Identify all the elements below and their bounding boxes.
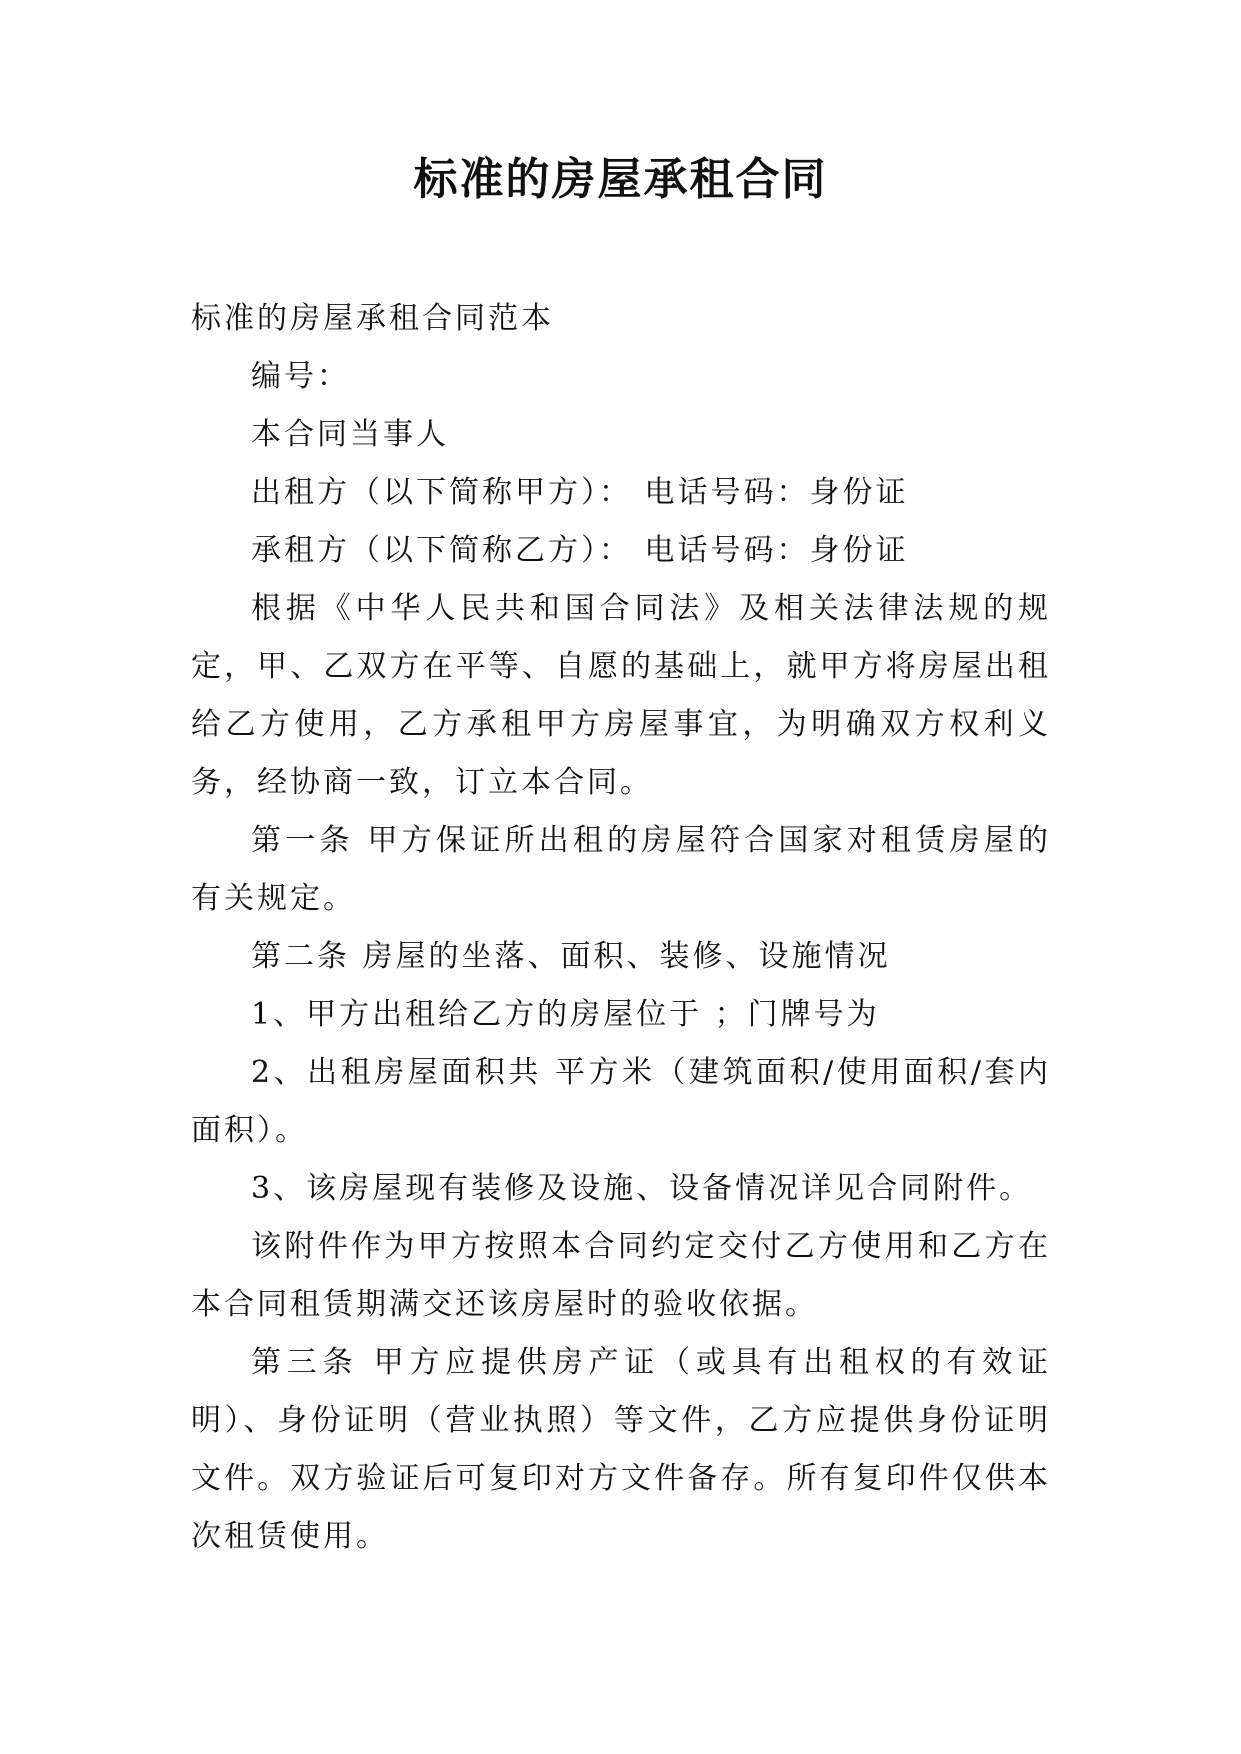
preamble-paragraph: 根据《中华人民共和国合同法》及相关法律法规的规定，甲、乙双方在平等、自愿的基础上，就甲方将房屋出租给乙方使用，乙方承租甲方房屋事宜，为明确双方权利义务，经协商一致，订立本合同。 <box>191 591 1051 800</box>
annex-paragraph: 该附件作为甲方按照本合同约定交付乙方使用和乙方在本合同租赁期满交还该房屋时的验收依据。 <box>191 1229 1051 1322</box>
document-title: 标准的房屋承租合同 <box>413 154 828 205</box>
lessee-line: 承租方（以下简称乙方）： 电话号码：身份证 <box>251 533 909 568</box>
article-3: 第三条 甲方应提供房产证（或具有出租权的有效证明）、身份证明（营业执照）等文件，乙方应提供身份证明文件。双方验证后可复印对方文件备存。所有复印件仅供本次租赁使用。 <box>191 1345 1051 1554</box>
article-2-item-1: 1、甲方出租给乙方的房屋位于 ；门牌号为 <box>251 997 880 1032</box>
article-2-heading: 第二条 房屋的坐落、面积、装修、设施情况 <box>251 939 891 974</box>
document-body <box>191 290 1051 1566</box>
parties-heading: 本合同当事人 <box>251 417 449 452</box>
article-2-item-2: 2、出租房屋面积共 平方米（建筑面积/使用面积/套内面积）。 <box>191 1055 1051 1148</box>
contract-number: 编号： <box>251 359 350 394</box>
article-2-item-3: 3、该房屋现有装修及设施、设备情况详见合同附件。 <box>251 1171 1033 1206</box>
lessor-line: 出租方（以下简称甲方）： 电话号码：身份证 <box>251 475 909 510</box>
article-1: 第一条 甲方保证所出租的房屋符合国家对租赁房屋的有关规定。 <box>191 823 1051 916</box>
contract-subtitle: 标准的房屋承租合同范本 <box>191 301 554 336</box>
